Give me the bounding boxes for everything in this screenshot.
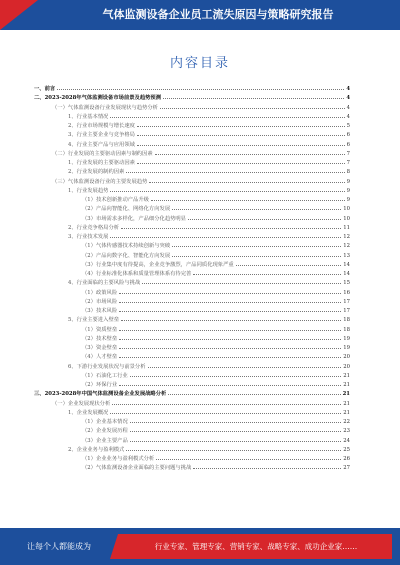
toc-entry[interactable]	[34, 325, 350, 334]
dot-leader	[172, 204, 341, 210]
toc-entry[interactable]	[34, 436, 350, 445]
toc-page-number: 21	[343, 400, 350, 407]
toc-entry[interactable]	[34, 399, 350, 408]
dot-leader	[193, 463, 341, 469]
toc-entry-text: （4）行业标准化体系和质量管理体系有待完善	[82, 271, 192, 277]
dot-leader	[110, 112, 344, 118]
footer-slogan-left: 让每个人都能成为	[27, 542, 91, 551]
toc-entry-text: （二）行业发展的主要驱动因素与制约因素	[52, 150, 153, 157]
toc-entry[interactable]	[34, 417, 350, 426]
toc-entry[interactable]	[34, 426, 350, 435]
dot-leader	[112, 399, 341, 405]
toc-entry-text: 3、行业主要企业与竞争格局	[68, 132, 135, 139]
dot-leader	[155, 149, 345, 155]
dot-leader	[172, 251, 341, 257]
dot-leader	[160, 103, 345, 109]
toc-entry[interactable]	[34, 232, 350, 241]
toc-entry-text: （1）企业基本情况	[82, 419, 128, 425]
toc-entry-text: （一）企业发展现状分析	[52, 400, 111, 407]
toc-page-number: 18	[343, 317, 350, 324]
dot-leader	[119, 352, 341, 358]
toc-entry[interactable]	[34, 362, 350, 371]
dot-leader	[163, 93, 344, 99]
toc-entry[interactable]	[34, 389, 350, 398]
toc-entry[interactable]	[34, 130, 350, 139]
toc-page-number: 6	[346, 132, 350, 139]
toc-entry[interactable]	[34, 463, 350, 472]
report-title: 气体监测设备企业员工流失原因与策略研究报告	[102, 8, 334, 21]
toc-page-number: 14	[343, 271, 350, 277]
toc-entry[interactable]	[34, 343, 350, 352]
toc-entry[interactable]	[34, 149, 350, 158]
dot-leader	[110, 232, 341, 238]
toc-entry-text: 6、下游行业发展状况与前景分析	[68, 363, 146, 370]
toc-page-number: 27	[343, 465, 350, 472]
toc-page-number: 21	[343, 372, 350, 379]
toc-entry-text: 3、行业技术发展	[68, 234, 109, 240]
toc-entry-text: （1）政策风险	[82, 289, 118, 296]
dot-leader	[119, 343, 341, 349]
toc-entry-text: （3）资金壁垒	[82, 345, 118, 351]
dot-leader	[119, 325, 341, 331]
toc-entry[interactable]	[34, 84, 350, 93]
toc-entry[interactable]	[34, 408, 350, 417]
toc-entry-text: （1）资质壁垒	[82, 326, 118, 333]
toc-page-number: 22	[343, 419, 350, 425]
toc-page-number: 12	[343, 234, 350, 240]
toc-page-number: 7	[346, 150, 350, 157]
dot-leader	[130, 417, 342, 423]
toc-entry[interactable]	[34, 204, 350, 213]
toc-entry[interactable]	[34, 158, 350, 167]
toc-entry-text: （2）产品向智能化、网络化方向发展	[82, 206, 171, 213]
toc-entry[interactable]	[34, 121, 350, 130]
toc-entry[interactable]	[34, 454, 350, 463]
toc-entry-text: 2、行业市场规模与增长速度	[68, 123, 135, 129]
toc-page-number: 4	[346, 104, 350, 111]
toc-entry-text: （2）企业发展历程	[82, 428, 128, 435]
dot-leader	[137, 158, 345, 164]
header-bar	[0, 0, 400, 30]
toc-entry-text: 5、行业主要进入壁垒	[68, 317, 120, 324]
toc-page-number: 20	[343, 363, 350, 370]
footer-bar	[0, 528, 400, 565]
toc-entry[interactable]	[34, 260, 350, 269]
dot-leader	[110, 408, 341, 414]
toc-page-number: 26	[343, 456, 350, 462]
toc-page-number: 5	[346, 123, 350, 129]
toc-entry-text: 4、行业主要产品与应用领域	[68, 141, 135, 148]
toc-entry[interactable]	[34, 112, 350, 121]
dot-leader	[119, 306, 341, 312]
toc-entry-text: （1）技术创新推动产品升级	[82, 197, 149, 203]
toc-entry-text: （2）产品向数字化、智能化方向发展	[82, 252, 171, 259]
toc-page-number: 4	[346, 95, 350, 102]
dot-leader	[130, 426, 342, 432]
toc-entry-text: （一）气体监测设备行业发展现状与趋势分析	[52, 104, 158, 111]
toc-page-number: 9	[346, 197, 350, 203]
toc-page-number: 17	[343, 298, 350, 305]
toc-page-number: 4	[346, 86, 350, 92]
toc-page-number: 19	[343, 335, 350, 342]
dot-leader	[236, 260, 342, 266]
toc-entry[interactable]	[34, 306, 350, 315]
toc-entry-text: 2、行业发展的制约因素	[68, 169, 125, 176]
toc-page-number: 6	[346, 141, 350, 148]
dot-leader	[126, 445, 341, 451]
dot-leader	[142, 278, 341, 284]
toc-page-number: 21	[343, 382, 350, 388]
toc-entry-text: 2、行业竞争格局分析	[68, 224, 120, 231]
toc-entry[interactable]	[34, 315, 350, 324]
toc-entry-text: 三、2023-2028年中国气体监测设备企业发展战略分析	[34, 391, 167, 398]
footer-slogan-right: 行业专家、管理专家、营销专家、战略专家、成功企业家……	[154, 542, 358, 551]
toc-entry[interactable]	[34, 352, 350, 361]
dot-leader	[149, 177, 344, 183]
toc-page-number: 9	[346, 178, 350, 185]
toc-entry-text: 二、2023-2028年气体监测设备市场前景及趋势预测	[34, 95, 162, 102]
toc-entry[interactable]	[34, 269, 350, 278]
toc-page-number: 24	[343, 437, 350, 444]
toc-title: 内容目录	[169, 56, 230, 71]
toc-page-number: 10	[343, 215, 350, 222]
dot-leader	[119, 288, 341, 294]
toc-page-number: 21	[343, 409, 350, 416]
toc-entry[interactable]	[34, 177, 350, 186]
toc-page-number: 8	[346, 169, 350, 176]
toc-entry-text: 4、行业面临的主要风险与挑战	[68, 280, 141, 287]
dot-leader	[193, 269, 341, 275]
toc-page-number: 14	[343, 261, 350, 268]
toc-entry-text: 1、行业基本情况	[68, 113, 109, 120]
toc-entry-text: （2）市场风险	[82, 298, 118, 305]
toc-entry-text: （1）企业业务与盈利模式分析	[82, 456, 155, 462]
toc-page-number: 25	[343, 446, 350, 453]
dot-leader	[126, 167, 344, 173]
toc-entry-text: （2）环保行业	[82, 382, 118, 388]
dot-leader	[119, 334, 341, 340]
toc-entry-text: （2）技术壁垒	[82, 335, 118, 342]
toc-page-number: 7	[346, 160, 350, 166]
table-of-contents	[34, 84, 350, 473]
dot-leader	[168, 389, 340, 395]
toc-page-number: 9	[346, 187, 350, 194]
toc-entry[interactable]	[34, 103, 350, 112]
toc-page-number: 13	[343, 252, 350, 259]
toc-page-number: 21	[342, 391, 350, 398]
dot-leader	[156, 454, 341, 460]
toc-entry[interactable]	[34, 288, 350, 297]
toc-entry-text: 一、前言	[34, 86, 56, 92]
toc-entry[interactable]	[34, 140, 350, 149]
toc-page-number: 20	[343, 354, 350, 361]
toc-page-number: 12	[343, 243, 350, 250]
toc-entry[interactable]	[34, 223, 350, 232]
toc-entry-text: （1）石油化工行业	[82, 372, 128, 379]
toc-entry-text: （1）气体传感器技术持续创新与突破	[82, 243, 171, 250]
toc-entry-text: 1、行业发展的主要驱动因素	[68, 160, 135, 166]
toc-entry-text: （3）市场需求多样化，产品细分化趋势明显	[82, 215, 187, 222]
toc-page-number: 19	[343, 345, 350, 351]
toc-entry-text: 1、行业发展趋势	[68, 187, 109, 194]
toc-entry[interactable]	[34, 195, 350, 204]
dot-leader	[172, 241, 341, 247]
toc-entry-text: 1、企业发展概况	[68, 409, 109, 416]
toc-entry-text: （4）人才壁垒	[82, 354, 118, 361]
toc-page-number: 18	[343, 326, 350, 333]
dot-leader	[137, 140, 345, 146]
toc-entry[interactable]	[34, 241, 350, 250]
toc-entry[interactable]	[34, 380, 350, 389]
toc-page-number: 11	[343, 224, 350, 231]
toc-entry[interactable]	[34, 167, 350, 176]
toc-entry[interactable]	[34, 371, 350, 380]
header-red-accent	[0, 0, 38, 30]
dot-leader	[121, 315, 341, 321]
dot-leader	[119, 297, 341, 303]
dot-leader	[130, 436, 342, 442]
dot-leader	[188, 214, 341, 220]
toc-entry[interactable]	[34, 445, 350, 454]
dot-leader	[130, 371, 342, 377]
dot-leader	[137, 121, 345, 127]
toc-page-number: 10	[343, 206, 350, 213]
toc-entry[interactable]	[34, 251, 350, 260]
dot-leader	[110, 186, 344, 192]
toc-entry-text: （三）气体监测设备行业的主要发展趋势	[52, 178, 148, 185]
toc-entry-text: （2）气体监测设备企业面临的主要问题与挑战	[82, 465, 192, 472]
toc-page-number: 16	[343, 289, 350, 296]
toc-page-number: 4	[346, 113, 350, 120]
toc-entry-text: （3）技术风险	[82, 308, 118, 314]
dot-leader	[119, 380, 341, 386]
dot-leader	[137, 130, 345, 136]
toc-entry[interactable]	[34, 278, 350, 287]
toc-entry[interactable]	[34, 186, 350, 195]
toc-page-number: 15	[343, 280, 350, 287]
toc-entry[interactable]	[34, 334, 350, 343]
toc-entry[interactable]	[34, 93, 350, 102]
dot-leader	[121, 223, 341, 229]
toc-entry-text: 2、企业业务与盈利模式	[68, 446, 125, 453]
toc-entry[interactable]	[34, 297, 350, 306]
dot-leader	[148, 362, 342, 368]
toc-page-number: 17	[343, 308, 350, 314]
dot-leader	[57, 84, 344, 90]
dot-leader	[151, 195, 345, 201]
toc-entry-text: （3）行业集中度有待提高，企业竞争激烈，产品同质化现象严重	[82, 261, 234, 268]
toc-page-number: 23	[343, 428, 350, 435]
toc-entry[interactable]	[34, 214, 350, 223]
toc-entry-text: （3）企业主要产品	[82, 437, 128, 444]
